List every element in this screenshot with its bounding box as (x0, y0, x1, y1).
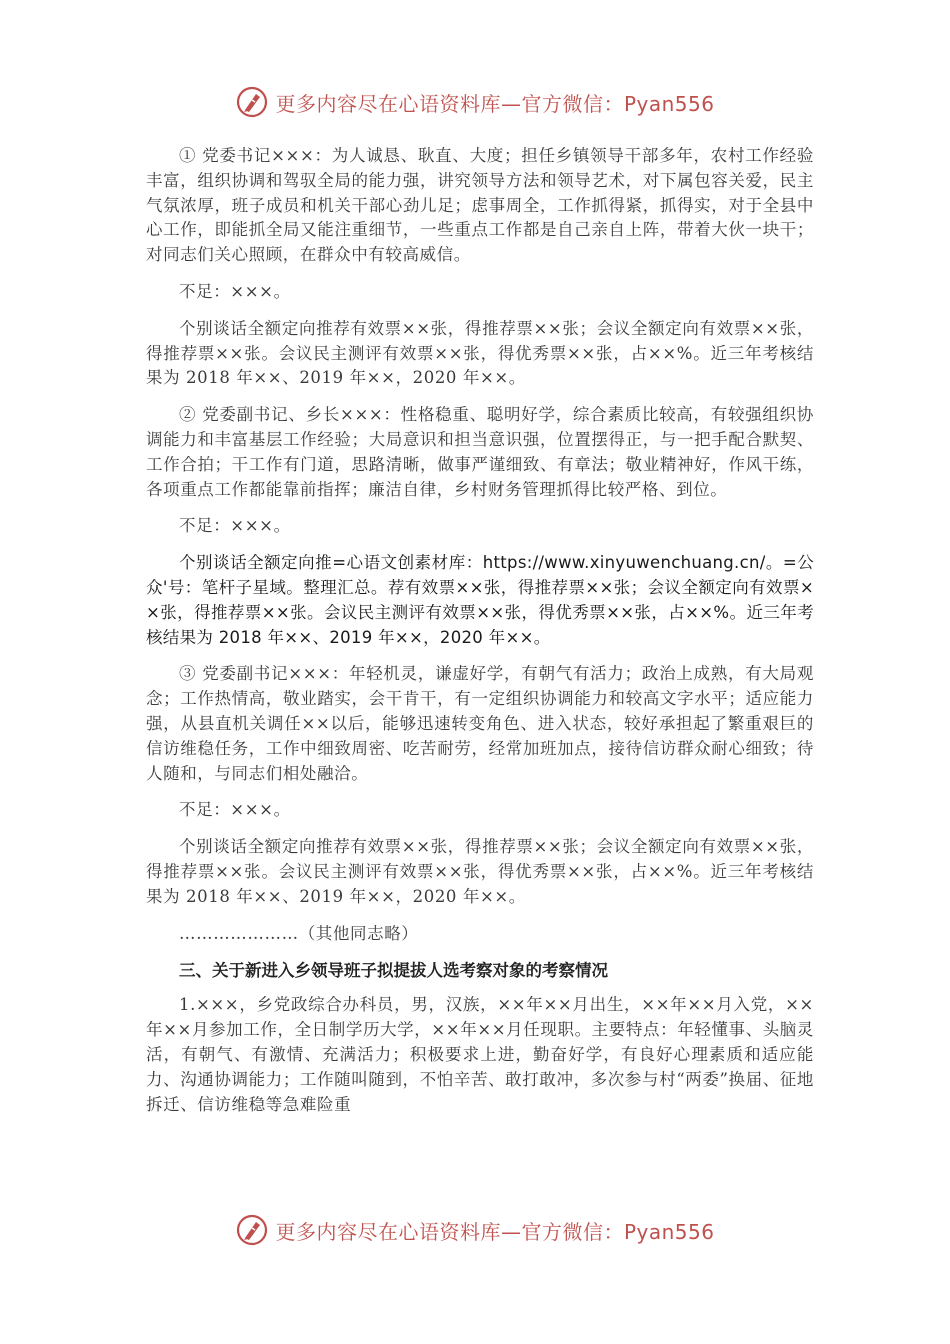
paragraph-shortcoming: 不足：×××。 (179, 516, 291, 536)
paragraph-others-omitted: …………………（其他同志略） (179, 923, 419, 943)
paragraph-vote-results-watermarked: 个别谈话全额定向推=心语文创素材库：https://www.xinyuwenchuang.cn/。=公众'号：笔杆子星域。整理汇总。荐有效票××张，得推荐票××张；会议全额定向有效票××张，得推荐票××张。会议民主测评有效票××张，得优秀票××张，占××%。近三年考核结果为 2018 年××、2019 年××，2020 年××。 (146, 553, 814, 647)
paragraph-vote-results: 个别谈话全额定向推荐有效票××张，得推荐票××张；会议全额定向有效票××张，得推荐票××张。会议民主测评有效票××张，得优秀票××张，占××%。近三年考核结果为 2018 年××、2019 年××，2020 年××。 (146, 837, 814, 906)
paragraph-candidate-1: 1.×××，乡党政综合办科员，男，汉族，××年××月出生，××年××月入党，××年××月参加工作，全日制学历大学，××年××月任现职。主要特点：年轻懂事、头脑灵活，有朝气、有激情、充满活力；积极要求上进，勤奋好学，有良好心理素质和适应能力、沟通协调能力；工作随叫随到，不怕辛苦、敢打敢冲，多次参与村“两委”换届、征地拆迁、信访维稳等急难险重 (146, 995, 814, 1114)
document-body (146, 144, 814, 1129)
paragraph-shortcoming: 不足：×××。 (179, 281, 291, 301)
footer-banner (0, 1208, 950, 1252)
paragraph-deputy-secretary: ③ 党委副书记×××：年轻机灵，谦虚好学，有朝气有活力；政治上成熟，有大局观念；工作热情高，敬业踏实，会干肯干，有一定组织协调能力和较高文字水平；适应能力强，从县直机关调任××以后，能够迅速转变角色、进入状态，较好承担起了繁重艰巨的信访维稳任务，工作中细致周密、吃苦耐劳，经常加班加点，接待信访群众耐心细致；待人随和，与同志们相处融洽。 (146, 664, 814, 783)
banner-text: 更多内容尽在心语资料库—官方微信：Pyan556 (275, 91, 715, 116)
pen-nib-logo-icon (235, 85, 269, 119)
header-banner (0, 80, 950, 124)
paragraph-party-secretary: ① 党委书记×××：为人诚恳、耿直、大度；担任乡镇领导干部多年，农村工作经验丰富，组织协调和驾驭全局的能力强，讲究领导方法和领导艺术，对下属包容关爱，民主气氛浓厚，班子成员和机关干部心劲儿足；虑事周全，工作抓得紧，抓得实，对于全县中心工作，即能抓全局又能注重细节，一些重点工作都是自己亲自上阵，带着大伙一块干；对同志们关心照顾，在群众中有较高威信。 (146, 146, 814, 265)
section-heading: 三、关于新进入乡领导班子拟提拔人选考察对象的考察情况 (179, 961, 608, 981)
pen-nib-logo-icon (235, 1213, 269, 1247)
paragraph-deputy-secretary-mayor: ② 党委副书记、乡长×××：性格稳重、聪明好学，综合素质比较高，有较强组织协调能力和丰富基层工作经验；大局意识和担当意识强，位置摆得正，与一把手配合默契、工作合拍；干工作有门道，思路清晰，做事严谨细致、有章法；敬业精神好，作风干练，各项重点工作都能靠前指挥；廉洁自律，乡村财务管理抓得比较严格、到位。 (146, 405, 814, 499)
banner-text: 更多内容尽在心语资料库—官方微信：Pyan556 (275, 1219, 715, 1244)
paragraph-vote-results: 个别谈话全额定向推荐有效票××张，得推荐票××张；会议全额定向有效票××张，得推荐票××张。会议民主测评有效票××张，得优秀票××张，占××%。近三年考核结果为 2018 年××、2019 年××，2020 年××。 (146, 318, 814, 388)
paragraph-shortcoming: 不足：×××。 (179, 800, 291, 820)
